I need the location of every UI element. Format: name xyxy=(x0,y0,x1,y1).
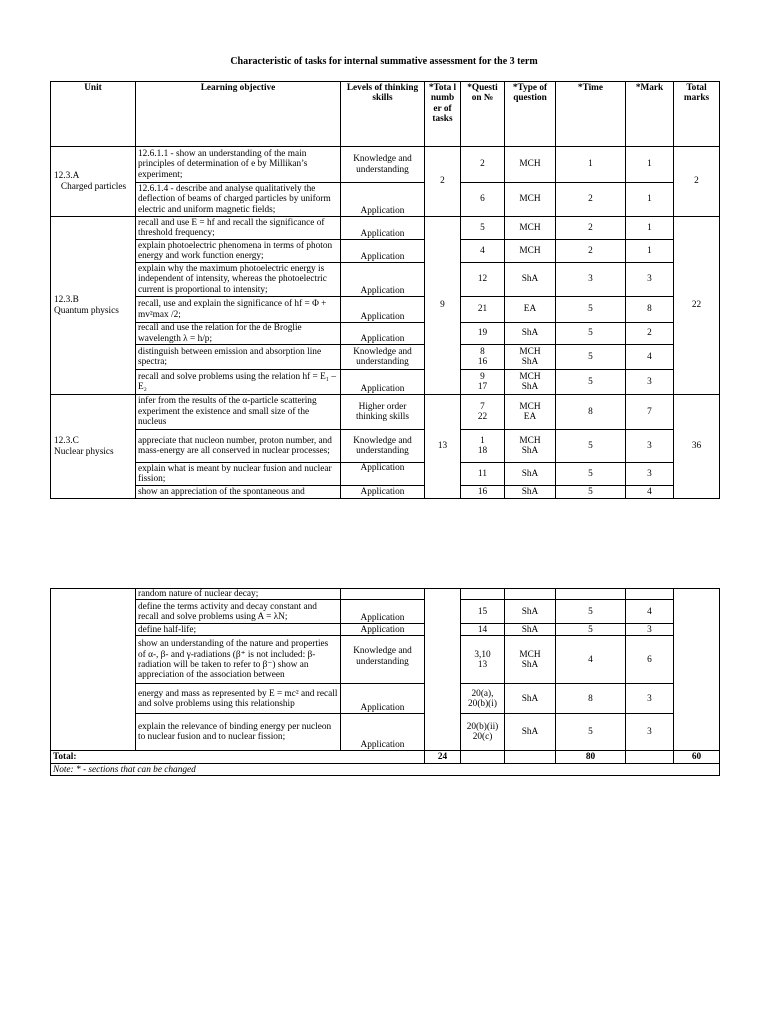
question-number: 16 xyxy=(461,486,505,499)
header-total-tasks: *Tota l numb er of tasks xyxy=(425,82,461,147)
mark-value: 7 xyxy=(626,395,674,430)
thinking-level: Application xyxy=(341,684,425,714)
thinking-level: Application xyxy=(341,370,425,395)
question-number: 19 xyxy=(461,323,505,345)
thinking-level: Application xyxy=(341,624,425,636)
header-unit: Unit xyxy=(51,82,136,147)
mark-value: 6 xyxy=(626,636,674,684)
unit-code: 12.3.C xyxy=(54,436,79,447)
thinking-level: Application xyxy=(341,183,425,217)
learning-objective: define half-life; xyxy=(136,624,341,636)
header-levels: Levels of thinking skills xyxy=(341,82,425,147)
question-number: 4 xyxy=(461,240,505,263)
thinking-level xyxy=(341,589,425,600)
question-type: ShA xyxy=(505,323,556,345)
thinking-level: Application xyxy=(341,486,425,499)
question-type: ShA xyxy=(505,600,556,624)
mark-value: 3 xyxy=(626,684,674,714)
mark-value: 1 xyxy=(626,217,674,240)
question-number: 20(b)(ii) 20(c) xyxy=(461,714,505,751)
total-tasks-sum: 24 xyxy=(425,751,461,764)
question-type: ShA xyxy=(505,714,556,751)
thinking-level: Knowledge and understanding xyxy=(341,147,425,183)
assessment-table-page-1 xyxy=(50,81,720,499)
question-number: 14 xyxy=(461,624,505,636)
learning-objective: appreciate that nucleon number, proton number, and mass-energy are all conserved in nuclear processes; xyxy=(136,430,341,463)
thinking-level: Knowledge and understanding xyxy=(341,430,425,463)
mark-value xyxy=(626,589,674,600)
learning-objective: random nature of nuclear decay; xyxy=(136,589,341,600)
thinking-level: Application xyxy=(341,714,425,751)
question-number: 2 xyxy=(461,147,505,183)
thinking-level: Application xyxy=(341,463,425,486)
question-number: 12 xyxy=(461,263,505,297)
question-type: MCH xyxy=(505,147,556,183)
question-type: ShA xyxy=(505,684,556,714)
learning-objective: 12.6.1.4 - describe and analyse qualitatively the deflection of beams of charged particles by uniform electric and uniform magnetic fields; xyxy=(136,183,341,217)
mark-value: 3 xyxy=(626,624,674,636)
total-mark-blank xyxy=(626,751,674,764)
learning-objective: show an appreciation of the spontaneous and xyxy=(136,486,341,499)
question-type: MCH ShA xyxy=(505,636,556,684)
question-type: ShA xyxy=(505,463,556,486)
total-marks xyxy=(674,589,720,751)
time-value: 2 xyxy=(556,183,626,217)
unit-code: 12.3.A xyxy=(54,171,80,182)
time-value: 2 xyxy=(556,240,626,263)
learning-objective: recall and solve problems using the relation hf = E₁ – E₂ xyxy=(136,370,341,395)
question-number: 5 xyxy=(461,217,505,240)
thinking-level: Knowledge and understanding xyxy=(341,636,425,684)
unit-a-cell xyxy=(51,147,136,217)
question-type: EA xyxy=(505,297,556,323)
question-number: 9 17 xyxy=(461,370,505,395)
thinking-level: Higher order thinking skills xyxy=(341,395,425,430)
thinking-level: Application xyxy=(341,323,425,345)
question-number: 3,10 13 xyxy=(461,636,505,684)
time-value: 8 xyxy=(556,395,626,430)
mark-value: 1 xyxy=(626,147,674,183)
learning-objective: explain why the maximum photoelectric energy is independent of intensity, whereas the photoelectric current is proportional to intensity; xyxy=(136,263,341,297)
mark-value: 3 xyxy=(626,463,674,486)
header-learning-objective: Learning objective xyxy=(136,82,341,147)
time-value: 3 xyxy=(556,263,626,297)
total-tasks: 2 xyxy=(425,147,461,217)
time-value: 5 xyxy=(556,463,626,486)
header-type: *Type of question xyxy=(505,82,556,147)
time-value: 4 xyxy=(556,636,626,684)
time-value: 8 xyxy=(556,684,626,714)
header-mark: *Mark xyxy=(626,82,674,147)
time-value: 5 xyxy=(556,430,626,463)
question-number: 20(a), 20(b)(i) xyxy=(461,684,505,714)
mark-value: 4 xyxy=(626,345,674,370)
header-time: *Time xyxy=(556,82,626,147)
time-value: 5 xyxy=(556,600,626,624)
thinking-level: Application xyxy=(341,217,425,240)
time-value: 5 xyxy=(556,714,626,751)
time-value: 5 xyxy=(556,486,626,499)
unit-c-cell xyxy=(51,395,136,499)
total-marks: 2 xyxy=(674,147,720,217)
time-value: 5 xyxy=(556,370,626,395)
total-tasks: 9 xyxy=(425,217,461,395)
question-number xyxy=(461,589,505,600)
learning-objective: recall, use and explain the significance of hf = Φ + mv²max /2; xyxy=(136,297,341,323)
total-marks-sum: 60 xyxy=(674,751,720,764)
unit-code: 12.3.B xyxy=(54,295,79,306)
unit-continued-cell xyxy=(51,589,136,751)
question-type: MCH xyxy=(505,240,556,263)
time-value: 2 xyxy=(556,217,626,240)
time-value: 5 xyxy=(556,297,626,323)
question-number: 21 xyxy=(461,297,505,323)
question-type: MCH EA xyxy=(505,395,556,430)
question-type: MCH xyxy=(505,183,556,217)
question-type: MCH xyxy=(505,217,556,240)
question-type: ShA xyxy=(505,624,556,636)
time-value: 1 xyxy=(556,147,626,183)
mark-value: 1 xyxy=(626,183,674,217)
mark-value: 3 xyxy=(626,263,674,297)
learning-objective: 12.6.1.1 - show an understanding of the main principles of determination of e by Millikan’s experiment; xyxy=(136,147,341,183)
unit-name: Nuclear physics xyxy=(54,446,114,457)
question-type xyxy=(505,589,556,600)
learning-objective: distinguish between emission and absorption line spectra; xyxy=(136,345,341,370)
thinking-level: Knowledge and understanding xyxy=(341,345,425,370)
total-time-sum: 80 xyxy=(556,751,626,764)
learning-objective: recall and use the relation for the de Broglie wavelength λ = h/p; xyxy=(136,323,341,345)
unit-name: Quantum physics xyxy=(54,305,119,316)
question-number: 11 xyxy=(461,463,505,486)
question-type: MCH ShA xyxy=(505,430,556,463)
question-type: ShA xyxy=(505,486,556,499)
mark-value: 2 xyxy=(626,323,674,345)
question-type: MCH ShA xyxy=(505,345,556,370)
question-number: 6 xyxy=(461,183,505,217)
learning-objective: explain what is meant by nuclear fusion and nuclear fission; xyxy=(136,463,341,486)
mark-value: 3 xyxy=(626,370,674,395)
total-tasks xyxy=(425,589,461,751)
mark-value: 1 xyxy=(626,240,674,263)
document-title: Characteristic of tasks for internal summative assessment for the 3 term xyxy=(230,56,538,67)
total-marks: 36 xyxy=(674,395,720,499)
assessment-table-page-2 xyxy=(50,588,720,776)
time-value: 5 xyxy=(556,345,626,370)
learning-objective: show an understanding of the nature and properties of α-, β- and γ-radiations (β⁺ is not included: β- radiation will be taken to refer to β⁻) show an appreciation of the association between xyxy=(136,636,341,684)
total-label: Total: xyxy=(51,751,425,764)
thinking-level: Application xyxy=(341,263,425,297)
mark-value: 8 xyxy=(626,297,674,323)
question-number: 8 16 xyxy=(461,345,505,370)
unit-name: Charged particles xyxy=(60,181,127,192)
mark-value: 4 xyxy=(626,600,674,624)
mark-value: 4 xyxy=(626,486,674,499)
question-number: 7 22 xyxy=(461,395,505,430)
thinking-level: Application xyxy=(341,600,425,624)
note-text: Note: * - sections that can be changed xyxy=(51,764,720,776)
total-question-blank xyxy=(461,751,505,764)
question-number: 1 18 xyxy=(461,430,505,463)
question-type: MCH ShA xyxy=(505,370,556,395)
total-marks: 22 xyxy=(674,217,720,395)
learning-objective: explain the relevance of binding energy per nucleon to nuclear fusion and to nuclear fission; xyxy=(136,714,341,751)
time-value: 5 xyxy=(556,323,626,345)
thinking-level: Application xyxy=(341,297,425,323)
total-type-blank xyxy=(505,751,556,764)
question-type: ShA xyxy=(505,263,556,297)
learning-objective: infer from the results of the α-particle scattering experiment the existence and small size of the nucleus xyxy=(136,395,341,430)
mark-value: 3 xyxy=(626,430,674,463)
question-number: 15 xyxy=(461,600,505,624)
learning-objective: define the terms activity and decay constant and recall and solve problems using A = λN; xyxy=(136,600,341,624)
mark-value: 3 xyxy=(626,714,674,751)
unit-b-cell xyxy=(51,217,136,395)
learning-objective: recall and use E = hf and recall the significance of threshold frequency; xyxy=(136,217,341,240)
time-value xyxy=(556,589,626,600)
learning-objective: explain photoelectric phenomena in terms of photon energy and work function energy; xyxy=(136,240,341,263)
header-question-no: *Questi on № xyxy=(461,82,505,147)
thinking-level: Application xyxy=(341,240,425,263)
total-tasks: 13 xyxy=(425,395,461,499)
header-total-marks: Total marks xyxy=(674,82,720,147)
time-value: 5 xyxy=(556,624,626,636)
learning-objective: energy and mass as represented by E = mc² and recall and solve problems using this relationship xyxy=(136,684,341,714)
